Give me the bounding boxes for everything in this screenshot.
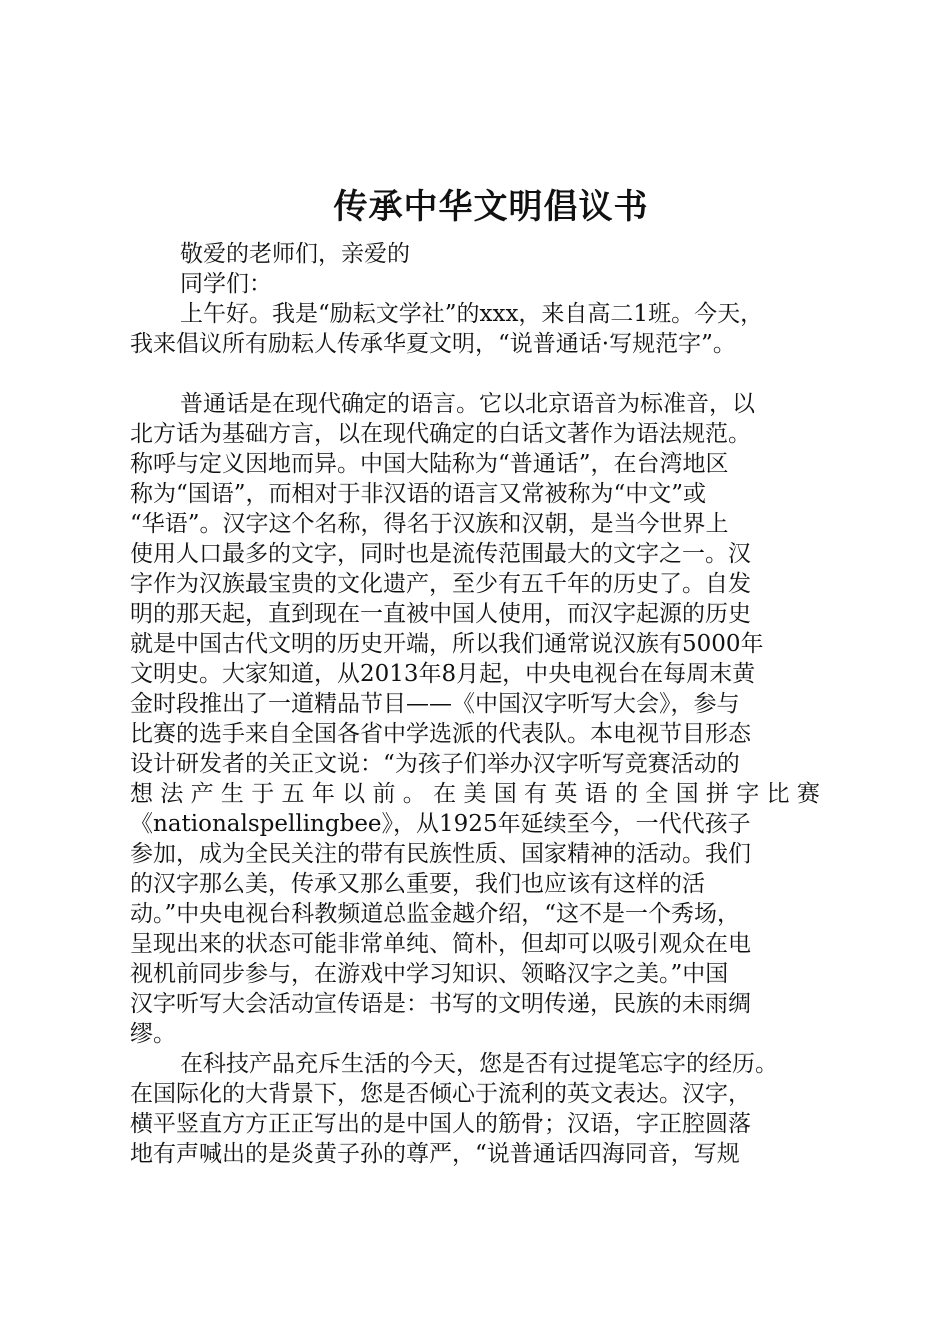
text-line: 上午好。我是“励耘文学社”的xxx，来自高二1班。今天， [180,301,764,327]
text-line: 称为“国语”，而相对于非汉语的语言又常被称为“中文”或 [130,481,707,507]
intro-paragraph [130,299,852,359]
text-line: 视机前同步参与，在游戏中学习知识、领略汉字之美。”中国 [130,961,729,987]
text-line: 称呼与定义因地而异。中国大陆称为“普通话”，在台湾地区 [130,451,729,477]
text-line: 普通话是在现代确定的语言。它以北京语音为标准音，以 [180,391,755,417]
paragraph-putonghua [130,389,852,1049]
text-line: 使用人口最多的文字，同时也是流传范围最大的文字之一。汉 [130,541,751,567]
text-line: 就是中国古代文明的历史开端，所以我们通常说汉族有5000年 [130,631,764,657]
text-line: 想 法 产 生 于 五 年 以 前 。 在 美 国 有 英 语 的 全 国 拼 字 比 赛 [130,781,820,807]
text-line: 文明史。大家知道，从2013年8月起，中央电视台在每周末黄 [130,661,756,687]
text-line: 设计研发者的关正文说：“为孩子们举办汉字听写竞赛活动的 [130,751,740,777]
paragraph-gap [130,359,852,389]
text-line: 缪。 [130,1021,176,1047]
document-page [130,185,852,1169]
text-line: 字作为汉族最宝贵的文化遗产，至少有五千年的历史了。自发 [130,571,751,597]
greeting-line-1: 敬爱的老师们，亲爱的 [180,241,410,267]
text-line: 的汉字那么美，传承又那么重要，我们也应该有这样的活 [130,871,705,897]
text-line: “华语”。汉字这个名称，得名于汉族和汉朝，是当今世界上 [130,511,729,537]
text-line: 横平竖直方方正正写出的是中国人的筋骨；汉语，字正腔圆落 [130,1111,751,1137]
text-line: 地有声喊出的是炎黄子孙的尊严，“说普通话四海同音，写规 [130,1141,740,1167]
document-title: 传承中华文明倡议书 [333,187,649,227]
text-line: 动。”中央电视台科教频道总监金越介绍，“这不是一个秀场， [130,901,741,927]
text-line: 比赛的选手来自全国各省中学选派的代表队。本电视节目形态 [130,721,751,747]
text-line: 呈现出来的状态可能非常单纯、简朴，但却可以吸引观众在电 [130,931,751,957]
greeting-line-2: 同学们： [180,271,272,297]
text-line: 北方话为基础方言，以在现代确定的白话文著作为语法规范。 [130,421,751,447]
text-line: 汉字听写大会活动宣传语是：书写的文明传递，民族的未雨绸 [130,991,751,1017]
text-line: 明的那天起，直到现在一直被中国人使用，而汉字起源的历史 [130,601,751,627]
text-line: 在科技产品充斥生活的今天，您是否有过提笔忘字的经历。 [180,1051,778,1077]
text-line: 《nationalspellingbee》，从1925年延续至今，一代代孩子 [130,811,751,837]
text-line: 参加，成为全民关注的带有民族性质、国家精神的活动。我们 [130,841,751,867]
text-line: 我来倡议所有励耘人传承华夏文明，“说普通话·写规范字”。 [130,331,736,357]
text-line: 金时段推出了一道精品节目——《中国汉字听写大会》，参与 [130,691,740,717]
text-line: 在国际化的大背景下，您是否倾心于流利的英文表达。汉字， [130,1081,751,1107]
paragraph-technology [130,1049,852,1169]
